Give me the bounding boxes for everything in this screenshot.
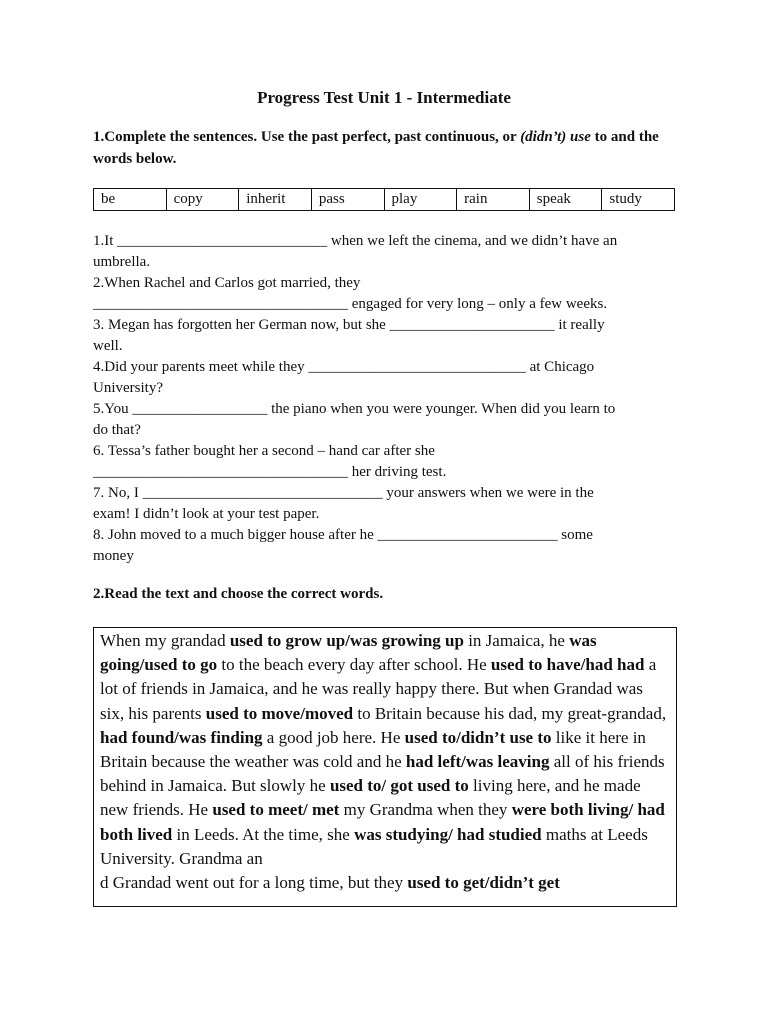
sentence-line: 8. John moved to a much bigger house after he ________________________ some	[93, 527, 593, 543]
reading-text-box	[93, 627, 677, 907]
text-segment: a lot of friends in Jamaica, and he was really happy there. But when Grandad was six, his parents	[100, 655, 657, 723]
text-segment: like it here in Britain because the weather was cold and he	[100, 727, 646, 772]
sentence-line: 7. No, I ________________________________ your answers when we were in the	[93, 485, 594, 501]
word-cell: copy	[166, 189, 239, 211]
sentence-line: __________________________________ her driving test.	[93, 464, 447, 480]
sentence-line: well.	[93, 338, 123, 354]
word-cell: study	[602, 189, 675, 211]
text-segment: all of his friends behind in Jamaica. But slowly he	[100, 752, 665, 796]
text-segment: my Grandma when they	[339, 800, 512, 820]
page-title: Progress Test Unit 1 - Intermediate	[257, 88, 511, 107]
text-segment: living here, and he made new friends. He	[100, 776, 641, 820]
sentence-line: __________________________________ engaged for very long – only a few weeks.	[93, 296, 608, 312]
sentence-list	[93, 231, 683, 567]
word-cell: rain	[457, 189, 530, 211]
answer-choice: used to/didn’t use to	[404, 727, 552, 747]
answer-choice: used to have/had had	[490, 655, 645, 675]
answer-choice: used to get/didn’t get	[407, 873, 560, 893]
word-cell: be	[94, 189, 167, 211]
answer-choice: used to move/moved	[205, 703, 354, 723]
word-box	[93, 188, 675, 211]
text-segment: to the beach every day after school. He	[217, 655, 491, 675]
answer-choice: was going/used to go	[100, 631, 597, 675]
text-segment: in Leeds. At the time, she	[172, 824, 355, 844]
sentence-line: 1.It ____________________________ when we left the cinema, and we didn’t have an	[93, 233, 618, 249]
answer-choice: had found/was finding	[100, 727, 263, 747]
section1-heading	[93, 126, 683, 170]
text-segment: a good job here. He	[262, 727, 405, 747]
word-cell: pass	[311, 189, 384, 211]
text-segment: to Britain because his dad, my great-grandad,	[353, 703, 667, 723]
sentence-line: University?	[93, 380, 163, 396]
sentence-line: 3. Megan has forgotten her German now, but she ______________________ it really	[93, 317, 605, 333]
text-segment: maths at Leeds University. Grandma an	[100, 824, 648, 868]
sentence-line: 5.You __________________ the piano when you were younger. When did you learn to	[93, 401, 616, 417]
sentence-line: exam! I didn’t look at your test paper.	[93, 506, 320, 522]
sentence-line: do that?	[93, 422, 141, 438]
section2-heading: 2.Read the text and choose the correct words.	[93, 586, 384, 602]
word-cell: play	[384, 189, 457, 211]
sentence-line: umbrella.	[93, 254, 151, 270]
word-cell: speak	[529, 189, 602, 211]
text-segment: d Grandad went out for a long time, but they	[100, 873, 408, 893]
answer-choice: had left/was leaving	[405, 752, 550, 772]
answer-choice: used to grow up/was growing up	[229, 631, 464, 650]
text-segment: in Jamaica, he	[463, 631, 570, 650]
answer-choice: were both living/ had both lived	[100, 800, 665, 844]
section1-heading-start: 1.Complete the sentences. Use the past perfect, past continuous, or	[93, 129, 521, 145]
sentence-line: money	[93, 548, 134, 564]
answer-choice: used to/ got used to	[329, 776, 469, 796]
sentence-line: 4.Did your parents meet while they _____________________________ at Chicago	[93, 359, 595, 375]
word-cell: inherit	[239, 189, 312, 211]
answer-choice: used to meet/ met	[212, 800, 340, 820]
section1-heading-em: (didn’t) use	[520, 129, 591, 145]
sentence-line: 2.When Rachel and Carlos got married, they	[93, 275, 361, 291]
sentence-line: 6. Tessa’s father bought her a second – hand car after she	[93, 443, 435, 459]
text-segment: When my grandad	[100, 631, 230, 650]
answer-choice: was studying/ had studied	[354, 824, 542, 844]
section1-heading-end: to and the words below.	[93, 129, 659, 167]
